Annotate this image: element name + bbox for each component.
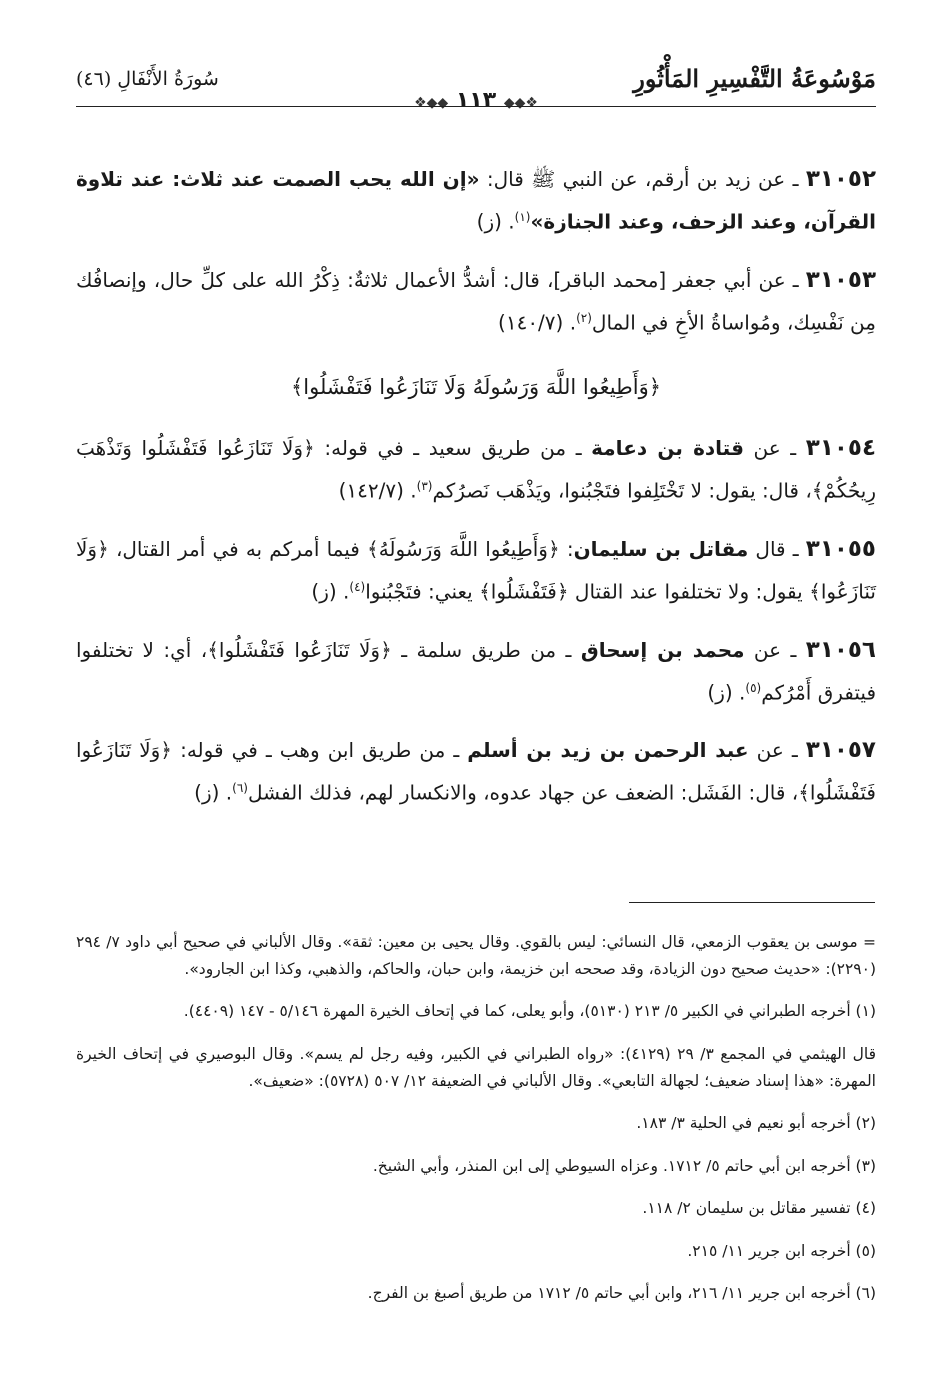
entry-31057 [76, 731, 876, 812]
page-header [76, 62, 876, 122]
verse-heading: ﴿وَأَطِيعُوا اللَّهَ وَرَسُولَهُ وَلَا تَنَازَعُوا فَتَفْشَلُوا﴾ [290, 375, 662, 400]
entry-source: . (ز) [476, 209, 515, 234]
footnote-mark[interactable]: (٤) [349, 579, 366, 594]
narrator-name: مقاتل بن سليمان [573, 536, 749, 561]
footnote-3: (٣) أخرجه ابن أبي حاتم ٥/ ١٧١٢. وعزاه السيوطي إلى ابن المنذر، وأبي الشيخ. [372, 1156, 876, 1175]
entry-source: . (١٤٢/٧) [338, 478, 417, 503]
entry-number: ٣١٠٥٢ [805, 166, 877, 192]
surah-title: سُورَةُ الأَنْفَالِ (٤٦) [76, 68, 219, 90]
entry-31056 [76, 631, 876, 712]
footnote-4: (٤) تفسير مقاتل بن سليمان ٢/ ١١٨. [642, 1199, 876, 1217]
entry-text: ـ من طريق سلمة ـ ﴿وَلَا تَنَازَعُوا فَتَفْشَلُوا﴾، أي: لا تختلفوا فيتفرق أَمْرُكم [76, 637, 876, 705]
entry-source: . (ز) [707, 680, 746, 705]
entry-text: ـ عن زيد بن أرقم، عن النبي ﷺ قال: [479, 167, 806, 191]
entry-31054 [76, 429, 876, 510]
entry-text: ـ قال [748, 536, 806, 561]
narrator-name: قتادة بن دعامة [591, 436, 744, 461]
entry-number: ٣١٠٥٧ [805, 737, 876, 764]
entry-text: : ﴿وَأَطِيعُوا اللَّهَ وَرَسُولَهُ﴾ فيما أمركم به في أمر القتال، ﴿وَلَا تَنَازَعُوا﴾ يقول: ولا تختلفوا عند القتال ﴿فَتَفْشَلُوا﴾ يعني: فتَجْبُنوا [76, 536, 876, 604]
entry-text: ـ عن [743, 436, 806, 461]
entry-31052 [76, 160, 876, 241]
entry-number: ٣١٠٥٦ [805, 636, 876, 663]
entry-31055 [76, 530, 876, 611]
footnote-6: (٦) أخرجه ابن جرير ١١/ ٢١٦، وابن أبي حاتم ٥/ ١٧١٢ من طريق أصبغ بن الفرج. [367, 1284, 876, 1302]
header-rule [76, 106, 876, 107]
footnote-5: (٥) أخرجه ابن جرير ١١/ ٢١٥. [687, 1241, 876, 1260]
narrator-name: محمد بن إسحاق [580, 637, 745, 662]
entry-text: ـ من طريق ابن وهب ـ في قوله: ﴿وَلَا تَنَازَعُوا فَتَفْشَلُوا﴾، قال: الفَشَل: الضعف عن جهاد عدوه، والانكسار لهم، فذلك الفشل [76, 738, 876, 805]
footnotes [76, 913, 876, 1310]
footnote-mark[interactable]: (٢) [576, 310, 592, 325]
footnote-mark[interactable]: (١) [514, 210, 531, 224]
ornament-left-icon: ❖◆◆ [503, 95, 538, 111]
entry-number: ٣١٠٥٤ [805, 435, 876, 462]
footnote-mark[interactable]: (٥) [745, 680, 762, 695]
entry-31053 [76, 261, 876, 342]
entry-source: . (ز) [311, 579, 350, 604]
main-text [76, 140, 876, 820]
footnote-1-commentary: قال الهيثمي في المجمع ٣/ ٢٩ (٤١٢٩): «رواه الطبراني في الكبير، وفيه رجل لم يسم». وقال البوصيري في إتحاف الخيرة المهرة: «هذا إسناد ضعيف؛ لجهالة التابعي». وقال الألباني في الضعيفة ١٢/ ٥٠٧ (٥٧٢٨): «ضعيف». [76, 1044, 876, 1090]
entry-number: ٣١٠٥٥ [805, 535, 876, 562]
entry-source: . (ز) [194, 780, 233, 805]
ornament-right-icon: ◆◆❖ [414, 95, 449, 111]
narrator-name: عبد الرحمن بن زيد بن أسلم [467, 738, 749, 763]
footnote-2: (٢) أخرجه أبو نعيم في الحلية ٣/ ١٨٣. [636, 1114, 876, 1132]
footnote-1: (١) أخرجه الطبراني في الكبير ٥/ ٢١٣ (٥١٣٠)، وأبو يعلى، كما في إتحاف الخيرة المهرة ٥/١٤٦ - ١٤٧ (٤٤٠٩). [183, 1002, 876, 1020]
entry-hadith-text: «إن الله يحب الصمت عند ثلاث: عند تلاوة القرآن، وعند الزحف، وعند الجنازة» [76, 167, 876, 234]
footnote-mark[interactable]: (٦) [232, 781, 248, 796]
page-number-text: ١١٣ [455, 88, 497, 113]
entry-text: ـ عن أبي جعفر [محمد الباقر]، قال: أشدُّ الأعمال ثلاثةٌ: ذِكْرُ الله على كلِّ حال، وإنصافُك مِن نَفْسِك، ومُواساةُ الأخِ في المال [76, 267, 876, 335]
entry-number: ٣١٠٥٣ [805, 266, 876, 293]
entry-text: ـ عن [744, 637, 806, 662]
entry-text: ـ عن [748, 738, 806, 763]
page-number [406, 88, 546, 113]
footnote-mark[interactable]: (٣) [416, 479, 433, 494]
footnote-continued: = موسى بن يعقوب الزمعي، قال النسائي: ليس بالقوي. وقال يحيى بن معين: ثقة». وقال الألباني في صحيح أبي داود ٧/ ٢٩٤ (٢٢٩٠): «حديث صحيح دون الزيادة، وقد صححه ابن خزيمة، وابن حبان، والحاكم، والذهبي، وكذا ابن الجارود». [76, 932, 876, 978]
book-title: مَوْسُوعَةُ التَّفْسِيرِ المَأْثُورِ [633, 64, 876, 93]
footnote-separator [629, 902, 875, 903]
entry-source: . (١٤٠/٧) [498, 310, 577, 335]
entry-text: ـ من طريق سعيد ـ في قوله: ﴿وَلَا تَنَازَعُوا فَتَفْشَلُوا وَتَذْهَبَ رِيحُكُمْ﴾، قال: يقول: لا تَخْتَلِفوا فتَجْبُنوا، ويَذْهَب نَصرُكم [76, 436, 876, 503]
